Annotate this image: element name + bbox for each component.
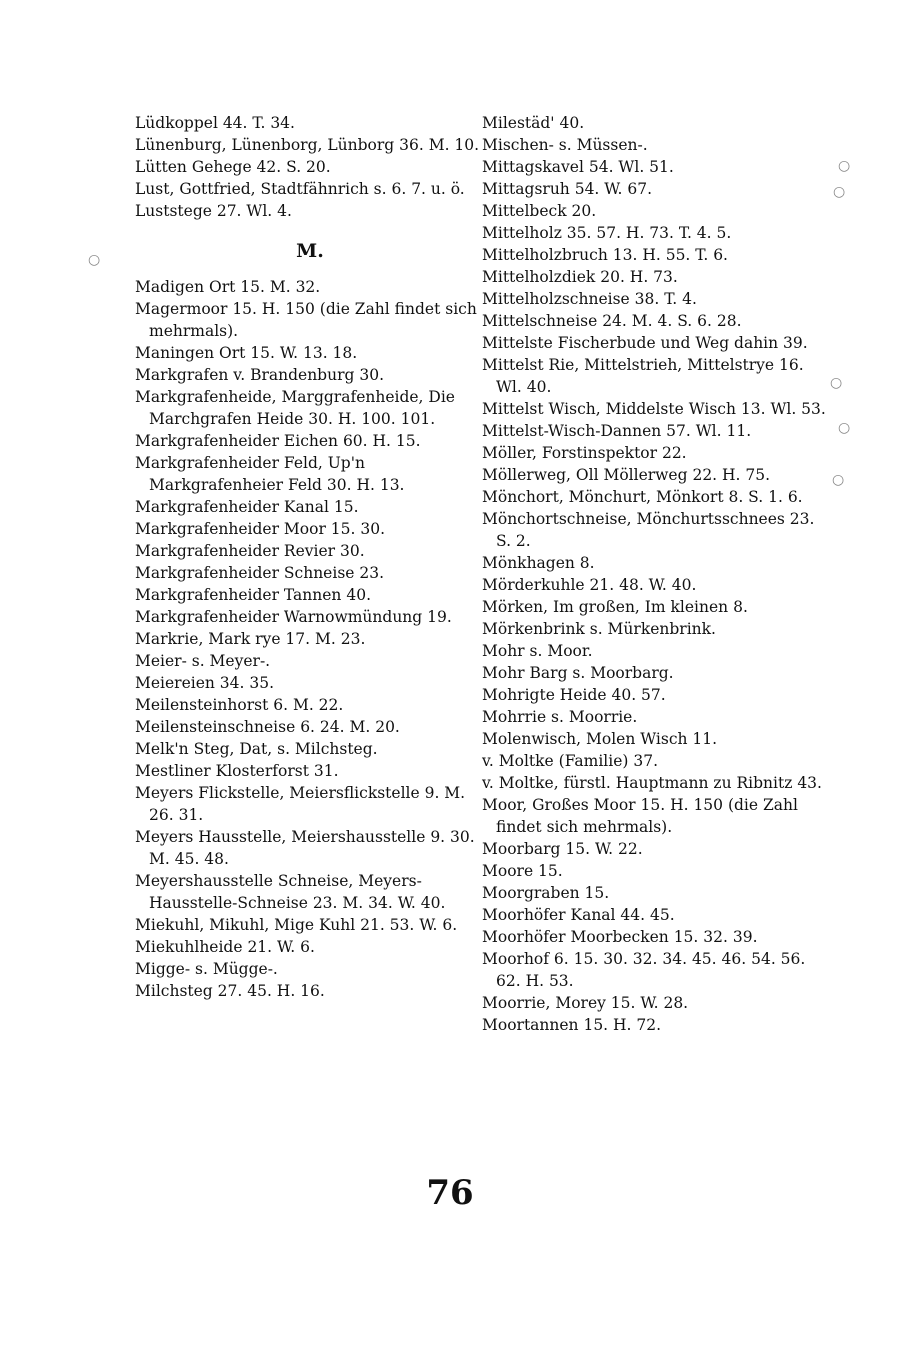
index-entry: Markgrafenheider Tannen 40.: [135, 586, 371, 604]
index-entry: Moortannen 15. H. 72.: [482, 1016, 662, 1034]
index-entry: Mischen- s. Müssen-.: [482, 136, 648, 154]
index-entry: Möller, Forstinspektor 22.: [482, 444, 687, 462]
index-entry: Lünenburg, Lünenborg, Lünborg 36. M. 10.: [135, 136, 480, 154]
index-entry: Markgrafenheide, Marggrafenheide, Die Marchgrafen Heide 30. H. 100. 101.: [135, 388, 455, 428]
index-entry: Madigen Ort 15. M. 32.: [135, 278, 321, 296]
index-entry: Meilensteinhorst 6. M. 22.: [135, 696, 344, 714]
index-entry: Maningen Ort 15. W. 13. 18.: [135, 344, 358, 362]
index-entry: Mönchortschneise, Mönchurtsschnees 23. S. 2.: [482, 510, 815, 550]
index-entry: Meilensteinschneise 6. 24. M. 20.: [135, 718, 400, 736]
index-entry: Magermoor 15. H. 150 (die Zahl findet sich mehrmals).: [135, 300, 477, 340]
index-entry: v. Moltke, fürstl. Hauptmann zu Ribnitz 43.: [482, 774, 822, 792]
index-entry: Melk'n Steg, Dat, s. Milchsteg.: [135, 740, 378, 758]
index-entry: Moorhöfer Moorbecken 15. 32. 39.: [482, 928, 758, 946]
index-entry: Moor, Großes Moor 15. H. 150 (die Zahl findet sich mehrmals).: [482, 796, 798, 836]
margin-hole-mark: ○: [830, 375, 843, 391]
index-entry: Mittelholzdiek 20. H. 73.: [482, 268, 678, 286]
index-entry: Meiereien 34. 35.: [135, 674, 275, 692]
right-column: [482, 112, 827, 1036]
index-entry: Mohr s. Moor.: [482, 642, 593, 660]
index-entry: Mohr Barg s. Moorbarg.: [482, 664, 674, 682]
index-entry: Miekuhlheide 21. W. 6.: [135, 938, 315, 956]
index-entry: Mittagskavel 54. Wl. 51.: [482, 158, 674, 176]
index-entry: Moorbarg 15. W. 22.: [482, 840, 643, 858]
index-entry: Miekuhl, Mikuhl, Mige Kuhl 21. 53. W. 6.: [135, 916, 458, 934]
index-entry: Mörken, Im großen, Im kleinen 8.: [482, 598, 748, 616]
index-entry: Markgrafenheider Revier 30.: [135, 542, 365, 560]
section-letter-heading: M.: [296, 240, 324, 262]
index-entry: Meyers Hausstelle, Meiershausstelle 9. 30. M. 45. 48.: [135, 828, 475, 868]
margin-hole-mark: ○: [833, 184, 846, 200]
index-entry: Markgrafenheider Moor 15. 30.: [135, 520, 386, 538]
index-entry: Moorhof 6. 15. 30. 32. 34. 45. 46. 54. 56. 62. H. 53.: [482, 950, 806, 990]
index-entry: Lust, Gottfried, Stadtfähnrich s. 6. 7. u. ö.: [135, 180, 465, 198]
index-entry: Mörderkuhle 21. 48. W. 40.: [482, 576, 697, 594]
index-entry: Milchsteg 27. 45. H. 16.: [135, 982, 325, 1000]
margin-hole-mark: ○: [838, 420, 851, 436]
index-entry: Mestliner Klosterforst 31.: [135, 762, 339, 780]
margin-hole-mark: ○: [838, 158, 851, 174]
index-entry: Mittelste Fischerbude und Weg dahin 39.: [482, 334, 808, 352]
index-entry: Markgrafenheider Warnowmündung 19.: [135, 608, 452, 626]
index-entry: Moore 15.: [482, 862, 563, 880]
index-entry: Mörkenbrink s. Mürkenbrink.: [482, 620, 716, 638]
index-entry: Moorgraben 15.: [482, 884, 610, 902]
index-entry: Mönchort, Mönchurt, Mönkort 8. S. 1. 6.: [482, 488, 803, 506]
index-entry: Mittelholz 35. 57. H. 73. T. 4. 5.: [482, 224, 732, 242]
index-entry: Markgrafenheider Feld, Up'n Markgrafenheier Feld 30. H. 13.: [135, 454, 405, 494]
index-entry: Mittagsruh 54. W. 67.: [482, 180, 653, 198]
index-entry: Möllerweg, Oll Möllerweg 22. H. 75.: [482, 466, 771, 484]
index-entry: Moorrie, Morey 15. W. 28.: [482, 994, 689, 1012]
index-entry: Mohrrie s. Moorrie.: [482, 708, 638, 726]
index-entry: Molenwisch, Molen Wisch 11.: [482, 730, 718, 748]
index-entry: Mittelst Wisch, Middelste Wisch 13. Wl. 53.: [482, 400, 826, 418]
index-entry: Meier- s. Meyer-.: [135, 652, 271, 670]
index-entry: Meyers Flickstelle, Meiersflickstelle 9. M. 26. 31.: [135, 784, 466, 824]
index-entry: Lüdkoppel 44. T. 34.: [135, 114, 295, 132]
index-entry: Mohrigte Heide 40. 57.: [482, 686, 666, 704]
left-column: [135, 112, 485, 1002]
index-entry: Mittelholzbruch 13. H. 55. T. 6.: [482, 246, 728, 264]
index-entry: Markgrafenheider Kanal 15.: [135, 498, 359, 516]
page-number: 76: [426, 1173, 474, 1213]
index-entry: Mittelbeck 20.: [482, 202, 597, 220]
index-entry: Markgrafenheider Schneise 23.: [135, 564, 385, 582]
index-entry: Luststege 27. Wl. 4.: [135, 202, 292, 220]
index-entry: Milestäd' 40.: [482, 114, 585, 132]
left-entries-m: [135, 276, 485, 1002]
index-entry: Meyershausstelle Schneise, Meyers-Hausstelle-Schneise 23. M. 34. W. 40.: [135, 872, 446, 912]
index-entry: Mittelholzschneise 38. T. 4.: [482, 290, 697, 308]
margin-hole-mark: ○: [88, 252, 101, 268]
index-entry: Markrie, Mark rye 17. M. 23.: [135, 630, 366, 648]
index-entry: Migge- s. Mügge-.: [135, 960, 278, 978]
index-entry: Moorhöfer Kanal 44. 45.: [482, 906, 675, 924]
index-entry: Markgrafen v. Brandenburg 30.: [135, 366, 384, 384]
index-entry: Mönkhagen 8.: [482, 554, 595, 572]
index-entry: Lütten Gehege 42. S. 20.: [135, 158, 331, 176]
index-entry: Mittelschneise 24. M. 4. S. 6. 28.: [482, 312, 742, 330]
index-entry: Mittelst Rie, Mittelstrieh, Mittelstrye 16. Wl. 40.: [482, 356, 804, 396]
index-entry: Markgrafenheider Eichen 60. H. 15.: [135, 432, 421, 450]
index-entry: v. Moltke (Familie) 37.: [482, 752, 659, 770]
left-entries-top: [135, 112, 485, 222]
index-entry: Mittelst-Wisch-Dannen 57. Wl. 11.: [482, 422, 752, 440]
margin-hole-mark: ○: [832, 472, 845, 488]
